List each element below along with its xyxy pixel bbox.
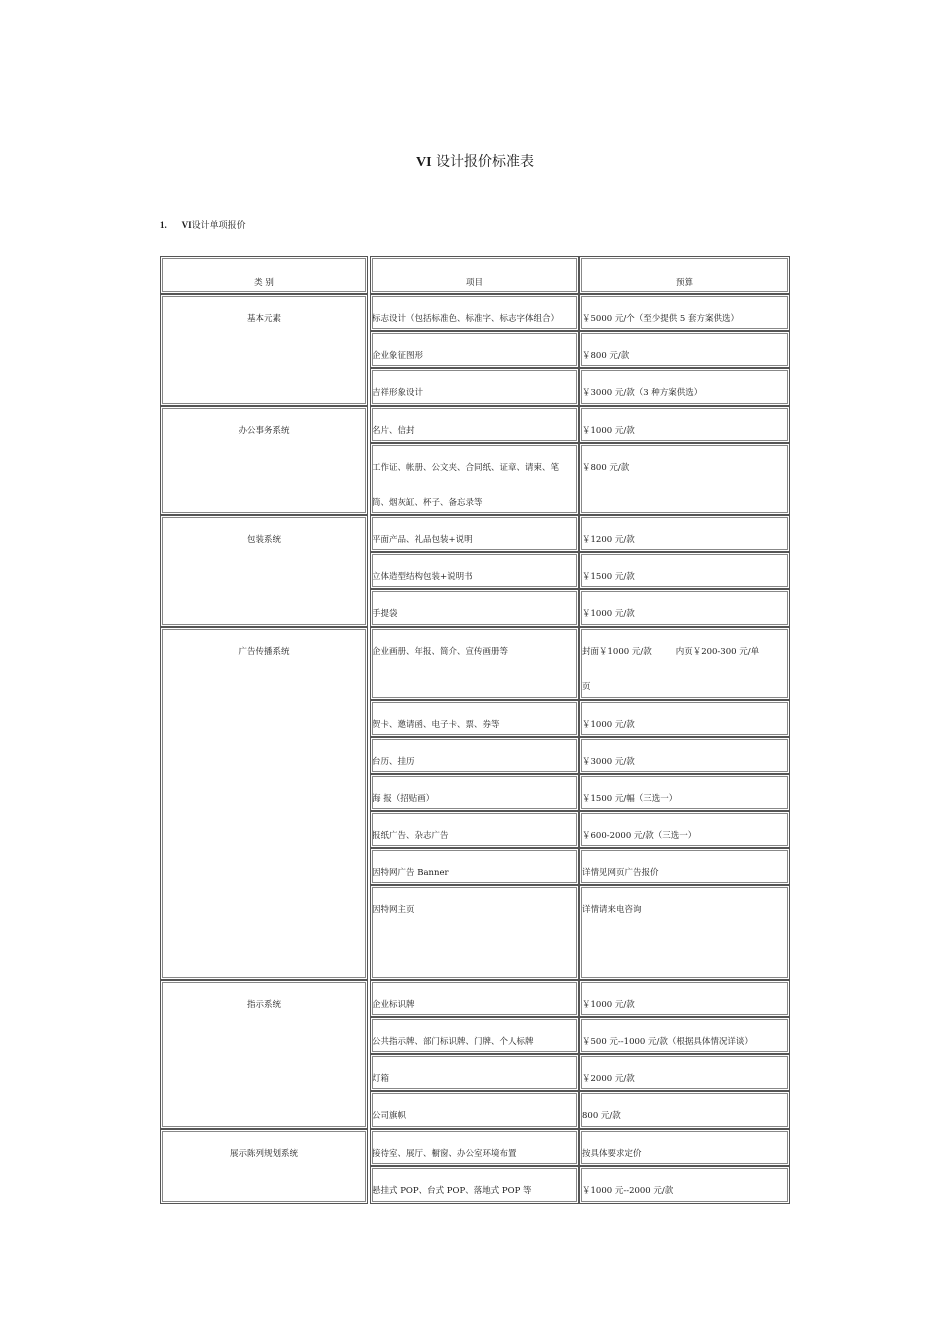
- table-row: [368, 885, 790, 980]
- table-group: [160, 515, 790, 627]
- table-row: [368, 737, 790, 774]
- item-cell: 名片、信封: [370, 406, 579, 443]
- item-cell: [370, 443, 579, 515]
- header-category: 类 别: [160, 256, 368, 294]
- price-cell: ￥1000 元/款: [579, 589, 790, 627]
- section-number: 1.: [160, 220, 167, 230]
- price-cell: ￥1000 元/款: [579, 980, 790, 1017]
- header-price: 预算: [579, 256, 790, 294]
- table-row: [368, 589, 790, 627]
- table-header-row: [160, 256, 790, 294]
- item-cell: 悬挂式 POP、台式 POP、落地式 POP 等: [370, 1166, 579, 1204]
- item-cell: 平面产品、礼品包装+说明: [370, 515, 579, 552]
- table-row: [368, 552, 790, 589]
- item-cell: 报纸广告、杂志广告: [370, 811, 579, 848]
- item-cell: 手提袋: [370, 589, 579, 627]
- item-cell: 公司旗帜: [370, 1091, 579, 1129]
- category-cell: 指示系统: [160, 980, 368, 1129]
- table-group: [160, 627, 790, 980]
- price-cell: ￥5000 元/个（至少提供 5 套方案供选）: [579, 294, 790, 331]
- price-cell: 详情见网页广告报价: [579, 848, 790, 885]
- price-cell: ￥3000 元/款（3 种方案供选）: [579, 368, 790, 406]
- item-cell: 海 报（招贴画）: [370, 774, 579, 811]
- price-cell: ￥1500 元/款: [579, 552, 790, 589]
- table-group: [160, 294, 790, 406]
- table-row: [368, 980, 790, 1017]
- section-prefix: VI: [181, 220, 192, 230]
- price-line-1a: 封面￥1000 元/款: [582, 647, 652, 657]
- table-row: [368, 811, 790, 848]
- table-row: [368, 848, 790, 885]
- price-cell: 按具体要求定价: [579, 1129, 790, 1166]
- table-row: [368, 1054, 790, 1091]
- price-cell: ￥1500 元/幅（三选一）: [579, 774, 790, 811]
- price-cell: ￥800 元/款: [579, 331, 790, 368]
- price-cell: ￥1000 元/款: [579, 700, 790, 737]
- section-heading: [160, 218, 246, 231]
- category-cell: 广告传播系统: [160, 627, 368, 980]
- price-cell: 详情请来电咨询: [579, 885, 790, 980]
- table-row: [368, 1017, 790, 1054]
- item-cell: 标志设计（包括标准色、标准字、标志字体组合）: [370, 294, 579, 331]
- item-cell: 贺卡、邀请函、电子卡、票、券等: [370, 700, 579, 737]
- table-row: [368, 774, 790, 811]
- item-line-2: 筒、烟灰缸、杯子、备忘录等: [372, 498, 483, 508]
- item-cell: 因特网主页: [370, 885, 579, 980]
- price-cell: 800 元/款: [579, 1091, 790, 1129]
- category-cell: 办公事务系统: [160, 406, 368, 515]
- table-row: [368, 443, 790, 515]
- price-cell: ￥1200 元/款: [579, 515, 790, 552]
- item-cell: 立体造型结构包装+说明书: [370, 552, 579, 589]
- table-group: [160, 1129, 790, 1204]
- header-item: 项目: [370, 256, 579, 294]
- table-row: [368, 1129, 790, 1166]
- section-text: 设计单项报价: [191, 221, 246, 231]
- table-row: [368, 627, 790, 700]
- category-cell: 包装系统: [160, 515, 368, 627]
- price-cell: ￥1000 元--2000 元/款: [579, 1166, 790, 1204]
- item-cell: 企业标识牌: [370, 980, 579, 1017]
- title-prefix: VI: [415, 155, 432, 170]
- price-cell: ￥2000 元/款: [579, 1054, 790, 1091]
- item-cell: 因特网广告 Banner: [370, 848, 579, 885]
- price-line-2: 页: [582, 682, 591, 692]
- table-row: [368, 294, 790, 331]
- price-cell: ￥1000 元/款: [579, 406, 790, 443]
- category-cell: 基本元素: [160, 294, 368, 406]
- table-group: [160, 980, 790, 1129]
- table-group: [160, 406, 790, 515]
- category-cell: 展示陈列规划系统: [160, 1129, 368, 1204]
- item-cell: 公共指示牌、部门标识牌、门牌、个人标牌: [370, 1017, 579, 1054]
- price-cell: ￥3000 元/款: [579, 737, 790, 774]
- item-cell: 企业象征图形: [370, 331, 579, 368]
- table-row: [368, 1091, 790, 1129]
- item-cell: 接待室、展厅、橱窗、办公室环境布置: [370, 1129, 579, 1166]
- table-row: [368, 406, 790, 443]
- table-row: [368, 368, 790, 406]
- item-cell: 台历、挂历: [370, 737, 579, 774]
- price-cell: ￥600-2000 元/款（三选一）: [579, 811, 790, 848]
- price-line-1b: 内页￥200-300 元/单: [675, 647, 760, 657]
- item-cell: 企业画册、年报、简介、宣传画册等: [370, 627, 579, 700]
- item-cell: 灯箱: [370, 1054, 579, 1091]
- page-title: [0, 151, 950, 171]
- item-cell: 吉祥形象设计: [370, 368, 579, 406]
- price-cell: ￥800 元/款: [579, 443, 790, 515]
- table-row: [368, 700, 790, 737]
- price-cell: ￥500 元--1000 元/款（根据具体情况详谈）: [579, 1017, 790, 1054]
- price-table: [160, 256, 790, 1204]
- price-cell: [579, 627, 790, 700]
- item-line-1: 工作证、帐册、公文夹、合同纸、证章、请柬、笔: [372, 463, 560, 473]
- table-row: [368, 515, 790, 552]
- title-text: 设计报价标准表: [436, 154, 534, 170]
- table-row: [368, 1166, 790, 1204]
- table-row: [368, 331, 790, 368]
